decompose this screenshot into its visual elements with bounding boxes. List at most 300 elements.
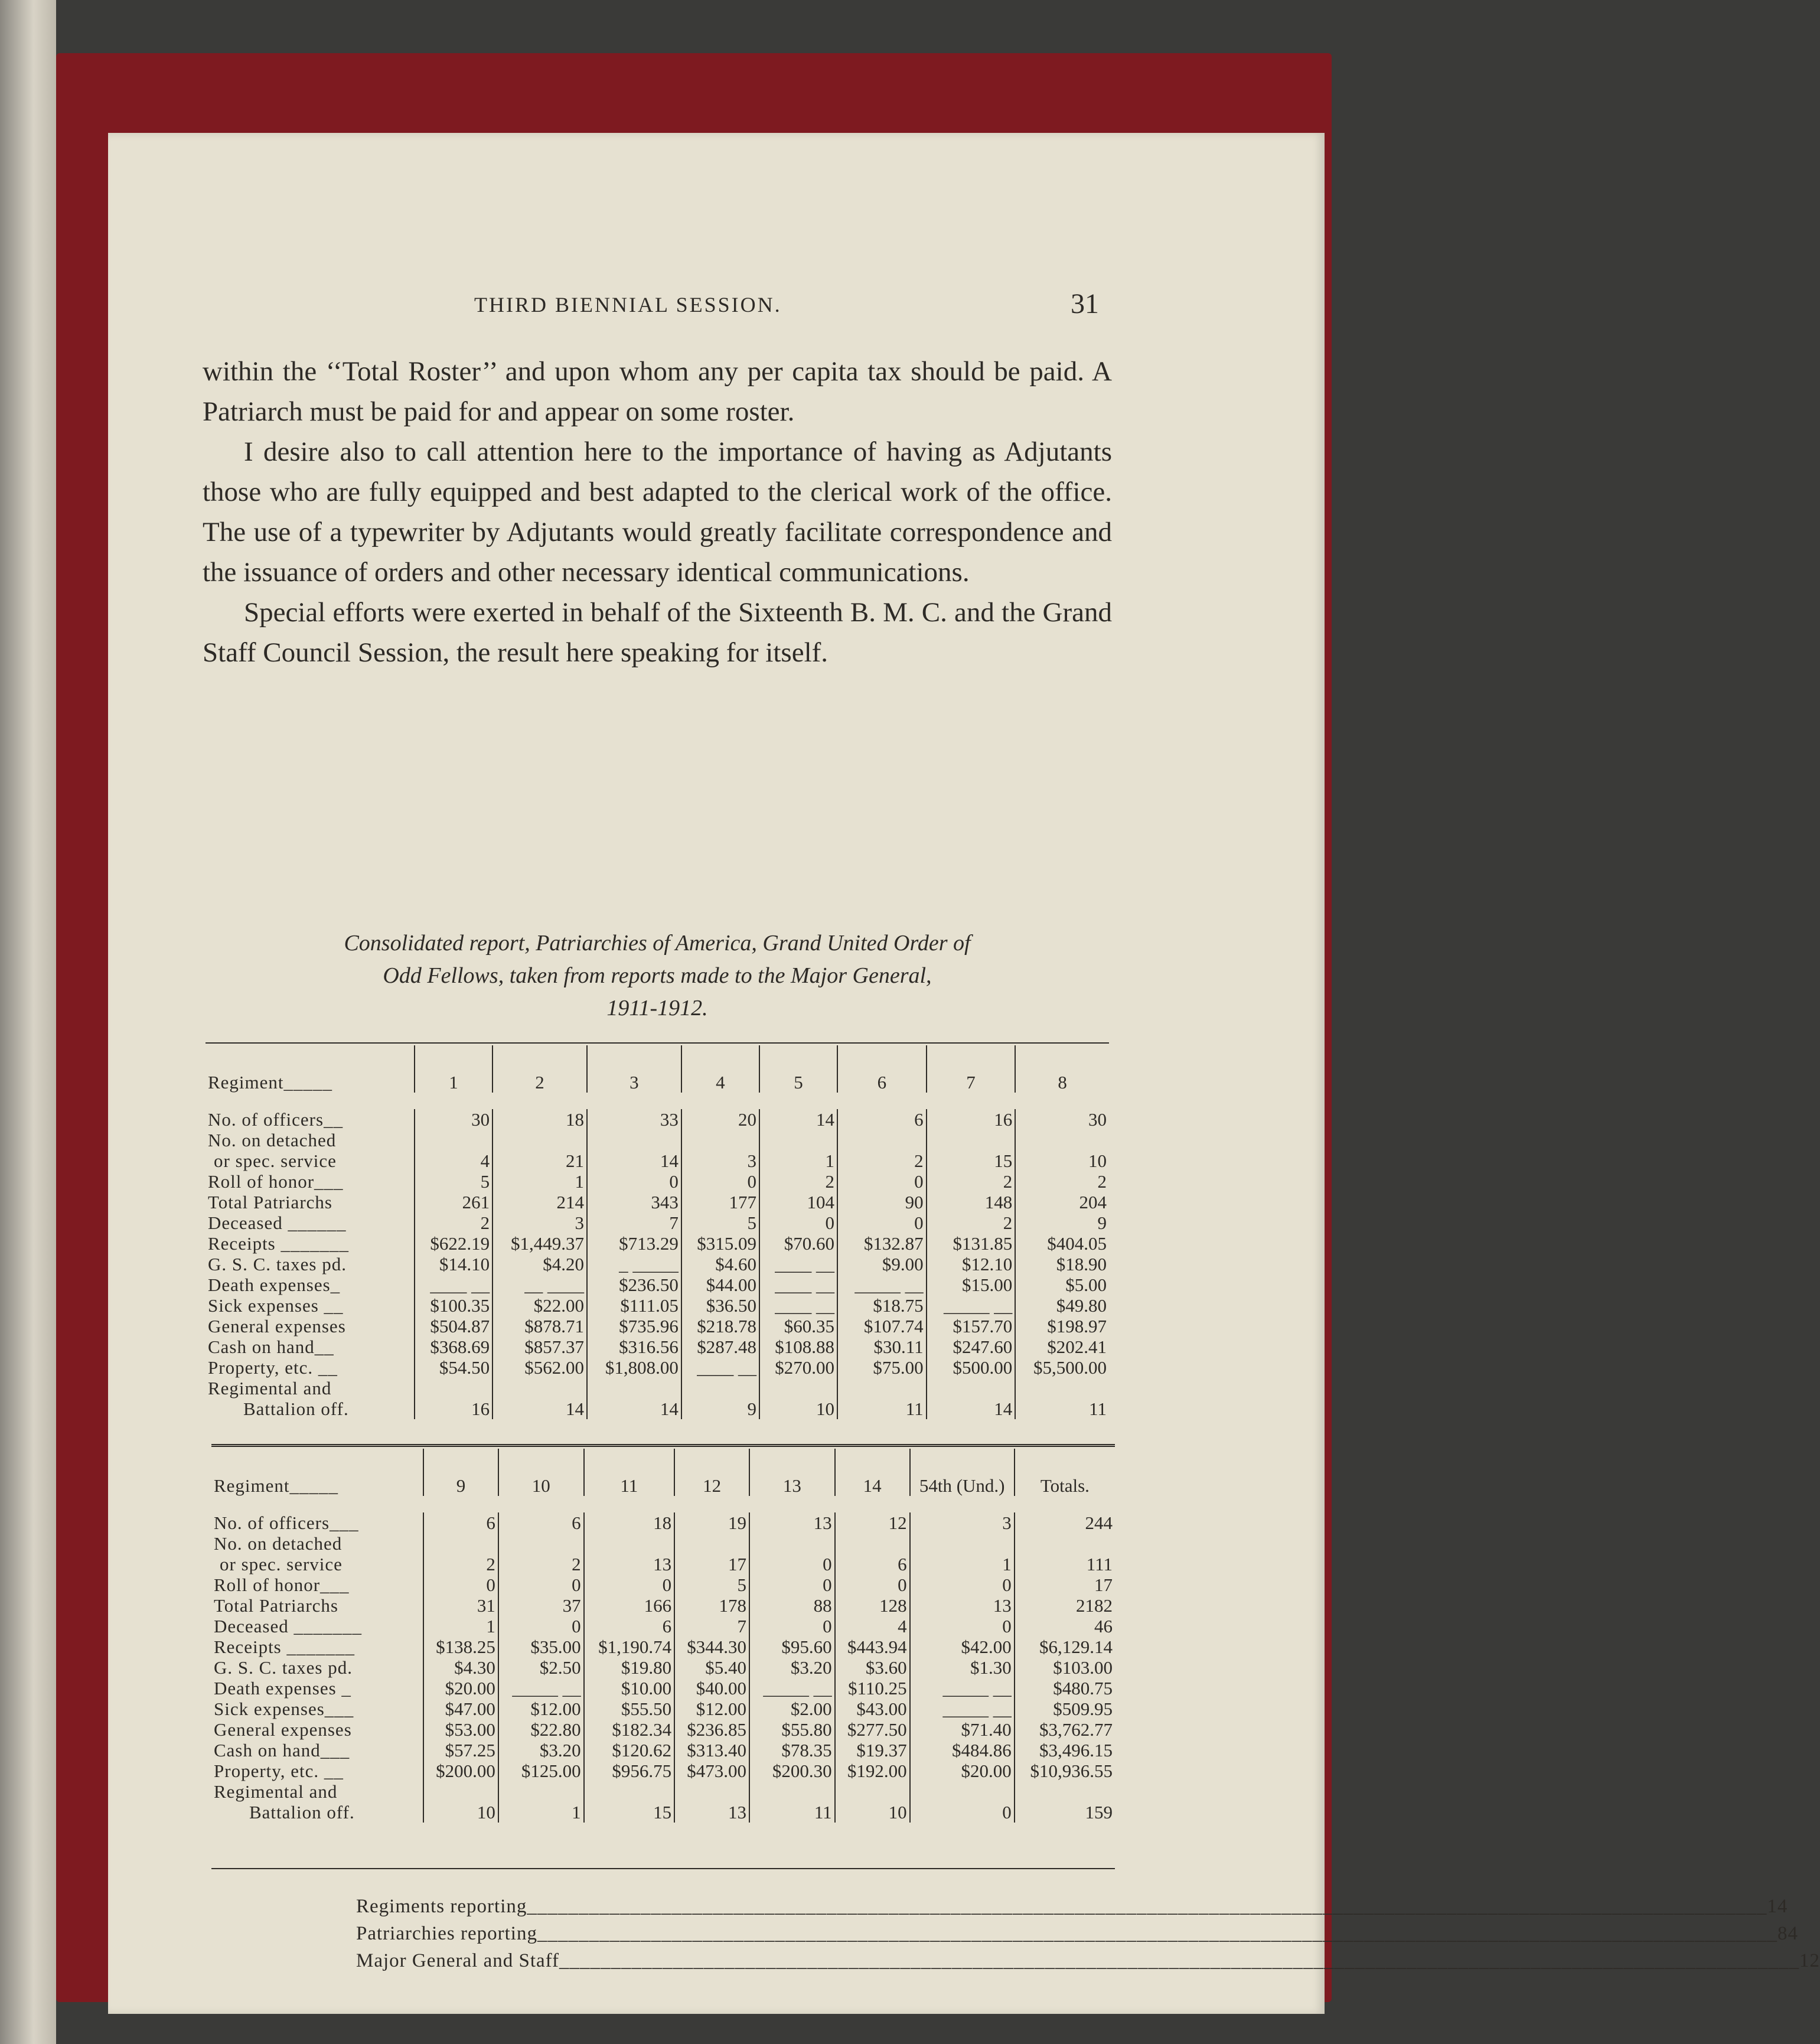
table-cell: $1,190.74 (584, 1636, 675, 1657)
summary-label-text: Regiments reporting (356, 1896, 527, 1917)
table-cell: 2 (927, 1171, 1016, 1192)
table-cell: $878.71 (492, 1316, 587, 1336)
table-cell: $3,496.15 (1015, 1740, 1115, 1761)
table-cell: $6,129.14 (1015, 1636, 1115, 1657)
table-cell: $107.74 (837, 1316, 927, 1336)
row-label: Deceased _______ (214, 1616, 362, 1636)
table-cell: 37 (498, 1595, 584, 1616)
table-cell: $1,808.00 (587, 1357, 681, 1378)
column-header: 4 (681, 1045, 759, 1093)
table-cell: 3 (681, 1150, 759, 1171)
table-cell: 0 (910, 1616, 1015, 1636)
table-cell (498, 1781, 584, 1802)
table-cell: $75.00 (837, 1357, 927, 1378)
table-cell: $3,762.77 (1015, 1719, 1115, 1740)
row-label: Property, etc. __ (214, 1761, 344, 1781)
running-title: THIRD BIENNIAL SESSION. (474, 293, 782, 317)
row-label: No. on detached (214, 1533, 343, 1554)
table-cell (587, 1378, 681, 1398)
table-cell: $120.62 (584, 1740, 675, 1761)
table-cell: 0 (837, 1212, 927, 1233)
table-cell (584, 1781, 675, 1802)
table-cell: 3 (492, 1212, 587, 1233)
table-cell: 16 (927, 1109, 1016, 1130)
table-cell: 0 (423, 1574, 498, 1595)
table-cell: $3.20 (498, 1740, 584, 1761)
table-cell: 7 (674, 1616, 749, 1636)
table-cell: 4 (415, 1150, 492, 1171)
table-row (206, 1109, 1109, 1130)
page-number: 31 (1071, 288, 1099, 320)
table-cell (749, 1781, 835, 1802)
table-cell: __ ____ (492, 1274, 587, 1295)
table-cell: ____ __ (415, 1274, 492, 1295)
table-cell: 9 (1015, 1212, 1109, 1233)
table-cell: 14 (927, 1398, 1016, 1419)
table-cell: 0 (910, 1802, 1015, 1823)
table-cell (1015, 1533, 1115, 1554)
table-cell (1015, 1378, 1109, 1398)
table-cell: 159 (1015, 1802, 1115, 1823)
summary-row (356, 1893, 1788, 1920)
table-cell: $157.70 (927, 1316, 1016, 1336)
table-cell: $735.96 (587, 1316, 681, 1336)
table-cell: 3 (910, 1512, 1015, 1533)
table-cell: $40.00 (674, 1678, 749, 1699)
table-cell: 0 (584, 1574, 675, 1595)
row-label: No. on detached (208, 1130, 337, 1150)
column-header: 11 (584, 1449, 675, 1496)
table-cell: $236.85 (674, 1719, 749, 1740)
table-cell: $138.25 (423, 1636, 498, 1657)
table-cell: 20 (681, 1109, 759, 1130)
table-row (211, 1719, 1115, 1740)
table-cell: $55.80 (749, 1719, 835, 1740)
table-cell: 30 (1015, 1109, 1109, 1130)
table-cell: 128 (835, 1595, 910, 1616)
table-row (206, 1274, 1109, 1295)
table-cell: $19.37 (835, 1740, 910, 1761)
table-cell: $315.09 (681, 1233, 759, 1254)
table-cell: $182.34 (584, 1719, 675, 1740)
table-cell: 21 (492, 1150, 587, 1171)
table-cell (927, 1130, 1016, 1150)
table-cell: 1 (492, 1171, 587, 1192)
table-cell: _ _____ (587, 1254, 681, 1274)
table-cell: $287.48 (681, 1336, 759, 1357)
table-cell (835, 1781, 910, 1802)
table-cell: $5.40 (674, 1657, 749, 1678)
table-cell: $132.87 (837, 1233, 927, 1254)
table-cell: $53.00 (423, 1719, 498, 1740)
table-cell (492, 1130, 587, 1150)
table-cell (498, 1533, 584, 1554)
table-cell (837, 1130, 927, 1150)
table-row (211, 1533, 1115, 1554)
column-header: 14 (835, 1449, 910, 1496)
table-cell: 0 (910, 1574, 1015, 1595)
summary-value: 12 (1799, 1950, 1820, 1971)
table-cell: $15.00 (927, 1274, 1016, 1295)
table-row (206, 1357, 1109, 1378)
summary-label: Regiments reporting________________________________________________________________________________________________________________________ (356, 1896, 1767, 1917)
row-label: Receipts _______ (208, 1233, 349, 1254)
table-cell: _____ __ (498, 1678, 584, 1699)
table-cell: $313.40 (674, 1740, 749, 1761)
running-header (108, 288, 1325, 329)
table-cell: 15 (584, 1802, 675, 1823)
table-cell: 14 (492, 1398, 587, 1419)
table-cell: 10 (759, 1398, 837, 1419)
table-cell: _____ __ (910, 1699, 1015, 1719)
table-cell: $47.00 (423, 1699, 498, 1719)
table-cell: 0 (835, 1574, 910, 1595)
table-cell: $509.95 (1015, 1699, 1115, 1719)
row-label: Roll of honor___ (214, 1574, 350, 1595)
table-cell: 2 (415, 1212, 492, 1233)
table-cell: 1 (498, 1802, 584, 1823)
table-row (211, 1678, 1115, 1699)
table-header-label: Regiment_____ (208, 1072, 333, 1093)
table-cell: $12.00 (498, 1699, 584, 1719)
table-cell: 10 (1015, 1150, 1109, 1171)
row-label: No. of officers___ (214, 1512, 359, 1533)
table-cell: 31 (423, 1595, 498, 1616)
table-cell: 204 (1015, 1192, 1109, 1212)
table-cell: 244 (1015, 1512, 1115, 1533)
table-cell: 7 (587, 1212, 681, 1233)
table2-bottom-rule (211, 1868, 1115, 1869)
table-cell (681, 1378, 759, 1398)
summary-value: 84 (1777, 1923, 1798, 1944)
table-cell: $18.90 (1015, 1254, 1109, 1274)
table-cell: 4 (835, 1616, 910, 1636)
table-cell (910, 1781, 1015, 1802)
table-cell: 0 (837, 1171, 927, 1192)
table-cell: 2 (927, 1212, 1016, 1233)
row-label: Regimental and (214, 1781, 338, 1802)
reporting-summary (356, 1893, 1820, 1974)
table-cell: $9.00 (837, 1254, 927, 1274)
table-caption (203, 927, 1112, 1025)
table-cell: 148 (927, 1192, 1016, 1212)
table-cell: $857.37 (492, 1336, 587, 1357)
column-header: 54th (Und.) (910, 1449, 1015, 1496)
regiment-table-1 (206, 1045, 1109, 1419)
table-cell: $4.20 (492, 1254, 587, 1274)
table-row (211, 1740, 1115, 1761)
row-label: Total Patriarchs (208, 1192, 332, 1212)
column-header: 6 (837, 1045, 927, 1093)
row-label: Sick expenses___ (214, 1699, 354, 1719)
column-header: 3 (587, 1045, 681, 1093)
caption-line: 1911-1912. (606, 996, 708, 1021)
table-row (206, 1130, 1109, 1150)
table-cell: $500.00 (927, 1357, 1016, 1378)
table-cell: 177 (681, 1192, 759, 1212)
table-cell: 10 (423, 1802, 498, 1823)
table-cell: 343 (587, 1192, 681, 1212)
table-row (206, 1150, 1109, 1171)
table-cell: 0 (749, 1616, 835, 1636)
row-label: Total Patriarchs (214, 1595, 338, 1616)
table-cell: $49.80 (1015, 1295, 1109, 1316)
table-cell (674, 1533, 749, 1554)
row-label: Battalion off. (243, 1398, 349, 1419)
table-cell: 13 (584, 1554, 675, 1574)
table-cell: $131.85 (927, 1233, 1016, 1254)
table-row (206, 1171, 1109, 1192)
table-cell: $218.78 (681, 1316, 759, 1336)
table-cell: 10 (835, 1802, 910, 1823)
table-cell: 13 (749, 1512, 835, 1533)
table-cell: $344.30 (674, 1636, 749, 1657)
table-cell (759, 1130, 837, 1150)
table-cell: $30.11 (837, 1336, 927, 1357)
paragraph-2: I desire also to call attention here to the importance of having as Adjutants those who are fully equipped and best adapted to the clerical work of the office. The use of a typewriter by Adjutants would greatly facilitate correspondence and the issuance of orders and other necessary identical communications. (203, 436, 1112, 588)
table-cell: 11 (749, 1802, 835, 1823)
column-header: 7 (927, 1045, 1016, 1093)
table-cell: 0 (749, 1574, 835, 1595)
table-cell: 5 (415, 1171, 492, 1192)
row-label: or spec. service (214, 1150, 337, 1171)
table-cell: ____ __ (759, 1295, 837, 1316)
column-header: 13 (749, 1449, 835, 1496)
table-cell: 1 (910, 1554, 1015, 1574)
table-row (211, 1802, 1115, 1823)
table-row (211, 1636, 1115, 1657)
table-cell (492, 1378, 587, 1398)
table-cell: $713.29 (587, 1233, 681, 1254)
table-cell: 2 (837, 1150, 927, 1171)
column-header: Totals. (1015, 1449, 1115, 1496)
table-cell: 16 (415, 1398, 492, 1419)
table-cell (415, 1378, 492, 1398)
table-cell: ____ __ (759, 1274, 837, 1295)
table-cell: $956.75 (584, 1761, 675, 1781)
table-cell: 2182 (1015, 1595, 1115, 1616)
table-row (206, 1398, 1109, 1419)
table-row (206, 1233, 1109, 1254)
table-row (211, 1616, 1115, 1636)
table-row (206, 1316, 1109, 1336)
table-cell: $108.88 (759, 1336, 837, 1357)
table-cell: 11 (1015, 1398, 1109, 1419)
table-cell: 2 (423, 1554, 498, 1574)
paragraph-1: within the ‘‘Total Roster’’ and upon whom any per capita tax should be paid. A Patriarch must be paid for and appear on some roster. (203, 356, 1112, 427)
table-cell (1015, 1781, 1115, 1802)
table-cell: $60.35 (759, 1316, 837, 1336)
table-cell: ____ __ (681, 1357, 759, 1378)
table-cell: 33 (587, 1109, 681, 1130)
table-cell: 14 (587, 1150, 681, 1171)
row-label: or spec. service (220, 1554, 343, 1574)
row-label: No. of officers__ (208, 1109, 344, 1130)
table-cell: 88 (749, 1595, 835, 1616)
table-cell: $42.00 (910, 1636, 1015, 1657)
table-cell: 0 (498, 1616, 584, 1636)
table-row (206, 1192, 1109, 1212)
table-row (206, 1378, 1109, 1398)
table-cell: $20.00 (423, 1678, 498, 1699)
table-cell (674, 1781, 749, 1802)
table-cell: $236.50 (587, 1274, 681, 1295)
table-row (206, 1212, 1109, 1233)
table-cell: $103.00 (1015, 1657, 1115, 1678)
table-cell: $622.19 (415, 1233, 492, 1254)
row-label: Property, etc. __ (208, 1357, 338, 1378)
table-cell (835, 1533, 910, 1554)
row-label: Cash on hand__ (208, 1336, 334, 1357)
table-cell: $484.86 (910, 1740, 1015, 1761)
summary-value: 14 (1767, 1896, 1788, 1917)
row-label: Deceased ______ (208, 1212, 347, 1233)
table-cell (749, 1533, 835, 1554)
table-cell: $5.00 (1015, 1274, 1109, 1295)
table-cell (681, 1130, 759, 1150)
table-header-label: Regiment_____ (214, 1475, 339, 1496)
table-cell (584, 1533, 675, 1554)
table-cell: $36.50 (681, 1295, 759, 1316)
table-cell: 104 (759, 1192, 837, 1212)
row-label: Death expenses_ (208, 1274, 341, 1295)
table-cell (423, 1781, 498, 1802)
table-cell (910, 1533, 1015, 1554)
table-cell: $18.75 (837, 1295, 927, 1316)
table-cell: 12 (835, 1512, 910, 1533)
table-row (211, 1781, 1115, 1802)
table-cell: 90 (837, 1192, 927, 1212)
summary-row (356, 1920, 1798, 1947)
table-cell: 17 (674, 1554, 749, 1574)
table-cell: $14.10 (415, 1254, 492, 1274)
table-row (211, 1657, 1115, 1678)
table-cell: $4.30 (423, 1657, 498, 1678)
row-label: G. S. C. taxes pd. (214, 1657, 353, 1678)
table-cell: 111 (1015, 1554, 1115, 1574)
table-cell: $22.80 (498, 1719, 584, 1740)
table-cell: 13 (910, 1595, 1015, 1616)
table-cell: $22.00 (492, 1295, 587, 1316)
table-cell: _____ __ (837, 1274, 927, 1295)
table-cell: 2 (759, 1171, 837, 1192)
table-cell: $57.25 (423, 1740, 498, 1761)
table-cell: $202.41 (1015, 1336, 1109, 1357)
column-header: 8 (1015, 1045, 1109, 1093)
table-cell (837, 1378, 927, 1398)
table-cell: 2 (498, 1554, 584, 1574)
table-cell: $443.94 (835, 1636, 910, 1657)
table-cell: $4.60 (681, 1254, 759, 1274)
summary-label-text: Patriarchies reporting (356, 1923, 537, 1944)
table-cell: $10.00 (584, 1678, 675, 1699)
table-cell: $200.30 (749, 1761, 835, 1781)
book-page (108, 133, 1820, 2014)
table-cell: 15 (927, 1150, 1016, 1171)
table-cell: 46 (1015, 1616, 1115, 1636)
table-cell: $55.50 (584, 1699, 675, 1719)
table-cell: $1,449.37 (492, 1233, 587, 1254)
table-cell: $368.69 (415, 1336, 492, 1357)
table-cell: $43.00 (835, 1699, 910, 1719)
table-cell: _____ __ (910, 1678, 1015, 1699)
table-cell: $44.00 (681, 1274, 759, 1295)
row-label: General expenses (214, 1719, 352, 1740)
table-cell (927, 1378, 1016, 1398)
table-row (211, 1699, 1115, 1719)
table-cell: $562.00 (492, 1357, 587, 1378)
table-cell: 2 (1015, 1171, 1109, 1192)
caption-line: Consolidated report, Patriarchies of America, Grand United Order of (344, 931, 971, 956)
table-cell: 6 (835, 1554, 910, 1574)
table-cell: 0 (749, 1554, 835, 1574)
table-row (206, 1295, 1109, 1316)
table-cell: $35.00 (498, 1636, 584, 1657)
table-cell: $247.60 (927, 1336, 1016, 1357)
table-row (211, 1512, 1115, 1533)
table-cell (587, 1130, 681, 1150)
table-cell: 0 (681, 1171, 759, 1192)
row-label: Battalion off. (249, 1802, 355, 1823)
caption-line: Odd Fellows, taken from reports made to the Major General, (383, 963, 932, 988)
table-cell: $20.00 (910, 1761, 1015, 1781)
table-cell: $480.75 (1015, 1678, 1115, 1699)
table-cell: 1 (759, 1150, 837, 1171)
column-header: 1 (415, 1045, 492, 1093)
row-label: G. S. C. taxes pd. (208, 1254, 347, 1274)
table-cell: 11 (837, 1398, 927, 1419)
table-cell: $192.00 (835, 1761, 910, 1781)
table-cell: 178 (674, 1595, 749, 1616)
row-label: Cash on hand___ (214, 1740, 350, 1761)
book-cover (56, 53, 1820, 2002)
table-cell: $504.87 (415, 1316, 492, 1336)
table-cell (415, 1130, 492, 1150)
table-cell: 6 (423, 1512, 498, 1533)
table-cell: $404.05 (1015, 1233, 1109, 1254)
table-cell: $10,936.55 (1015, 1761, 1115, 1781)
table-cell: $270.00 (759, 1357, 837, 1378)
table-cell: 166 (584, 1595, 675, 1616)
table-cell: 18 (492, 1109, 587, 1130)
table-cell: 6 (498, 1512, 584, 1533)
table-row (211, 1554, 1115, 1574)
table1-top-rule (206, 1042, 1109, 1044)
summary-label: Major General and Staff________________________________________________________________________________________________________________________ (356, 1950, 1800, 1971)
table-cell (759, 1378, 837, 1398)
table-cell: $5,500.00 (1015, 1357, 1109, 1378)
table-cell: $2.00 (749, 1699, 835, 1719)
table-cell: 30 (415, 1109, 492, 1130)
table-cell: 18 (584, 1512, 675, 1533)
table-cell: _____ __ (749, 1678, 835, 1699)
column-header: 10 (498, 1449, 584, 1496)
row-label: Receipts _______ (214, 1636, 355, 1657)
table-cell: 1 (423, 1616, 498, 1636)
table-row (206, 1336, 1109, 1357)
table-cell: $12.00 (674, 1699, 749, 1719)
table-cell: $71.40 (910, 1719, 1015, 1740)
table-divider-rule (211, 1444, 1115, 1447)
table-cell: $198.97 (1015, 1316, 1109, 1336)
table-cell: 17 (1015, 1574, 1115, 1595)
paragraph-3: Special efforts were exerted in behalf of the Sixteenth B. M. C. and the Grand Staff Council Session, the result here speaking for itself. (203, 597, 1112, 668)
summary-label: Patriarchies reporting________________________________________________________________________________________________________________________ (356, 1923, 1777, 1944)
table-cell: 0 (587, 1171, 681, 1192)
table-cell: $3.60 (835, 1657, 910, 1678)
table-cell: 14 (759, 1109, 837, 1130)
table-cell (423, 1533, 498, 1554)
